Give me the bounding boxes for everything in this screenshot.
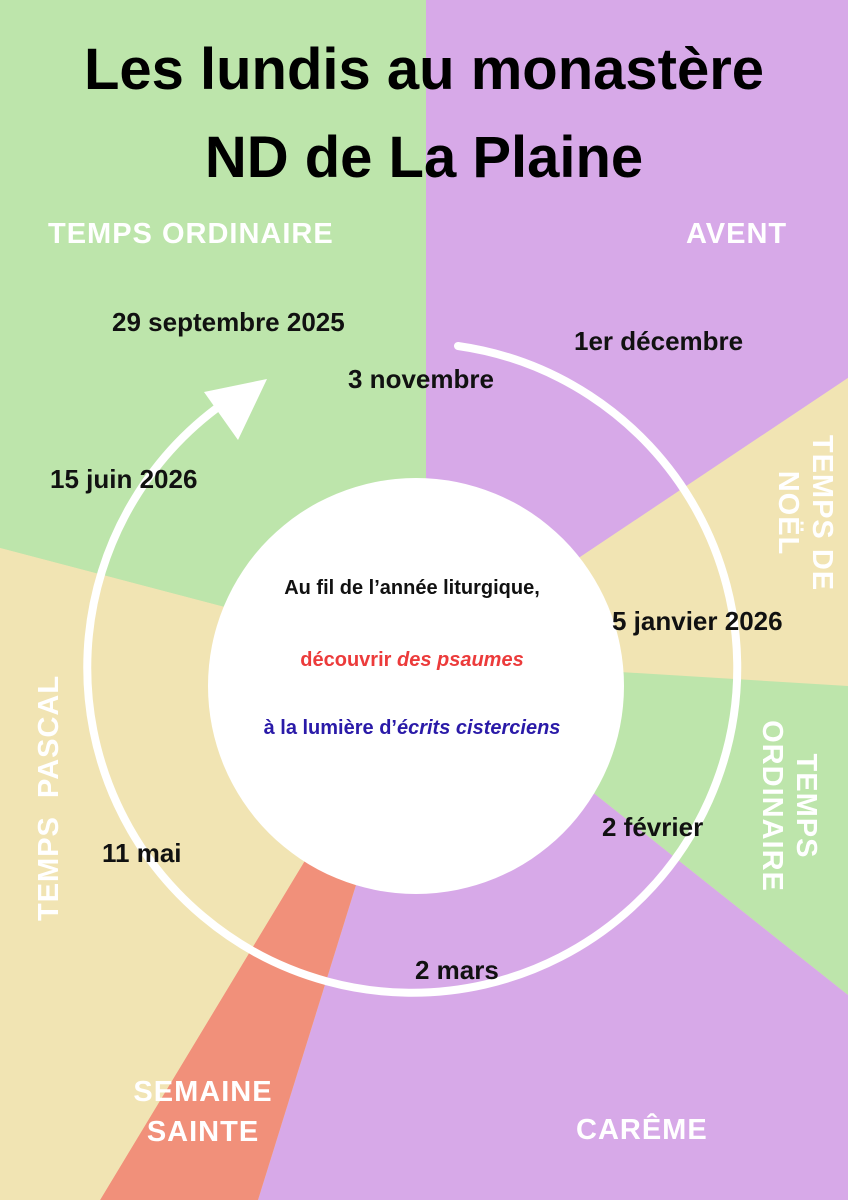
semaine-sainte-line1: SEMAINE xyxy=(133,1076,273,1108)
date-2-fevrier: 2 février xyxy=(602,812,704,842)
center-line-2 xyxy=(212,649,612,672)
season-semaine-sainte xyxy=(118,1072,288,1152)
temps-ordinaire-right-line2: ORDINAIRE xyxy=(756,720,788,892)
center-line-3 xyxy=(212,717,612,740)
season-avent: AVENT xyxy=(686,218,788,250)
center-line-1: Au fil de l’année liturgique, xyxy=(284,577,540,599)
title-line-2: ND de La Plaine xyxy=(204,125,644,190)
date-3-novembre: 3 novembre xyxy=(348,364,494,394)
date-2-mars: 2 mars xyxy=(415,955,499,985)
semaine-sainte-line2: SAINTE xyxy=(146,1116,260,1148)
date-5-janvier-2026: 5 janvier 2026 xyxy=(612,606,783,636)
date-15-juin-2026: 15 juin 2026 xyxy=(50,464,198,494)
center-line-3-text: à la lumière d’ xyxy=(263,717,397,739)
center-line-3-emphasis: écrits cisterciens xyxy=(396,717,561,739)
season-temps-de-noel xyxy=(771,423,839,603)
temps-de-noel-line1: TEMPS DE xyxy=(806,434,838,592)
temps-ordinaire-right-line1: TEMPS xyxy=(790,753,822,859)
title-line-1: Les lundis au monastère xyxy=(83,37,765,102)
season-temps-ordinaire-top: TEMPS ORDINAIRE xyxy=(48,218,334,250)
season-temps-ordinaire-right xyxy=(755,706,823,906)
center-line-2-text: découvrir xyxy=(300,649,397,671)
date-1er-decembre: 1er décembre xyxy=(574,326,744,356)
center-line-2-emphasis: des psaumes xyxy=(396,649,524,671)
date-29-septembre-2025: 29 septembre 2025 xyxy=(112,307,345,337)
temps-de-noel-line2: NOËL xyxy=(772,470,804,556)
date-11-mai: 11 mai xyxy=(102,838,182,868)
season-temps-pascal: TEMPS PASCAL xyxy=(33,674,65,921)
center-circle xyxy=(208,478,624,894)
season-careme: CARÊME xyxy=(576,1114,708,1146)
